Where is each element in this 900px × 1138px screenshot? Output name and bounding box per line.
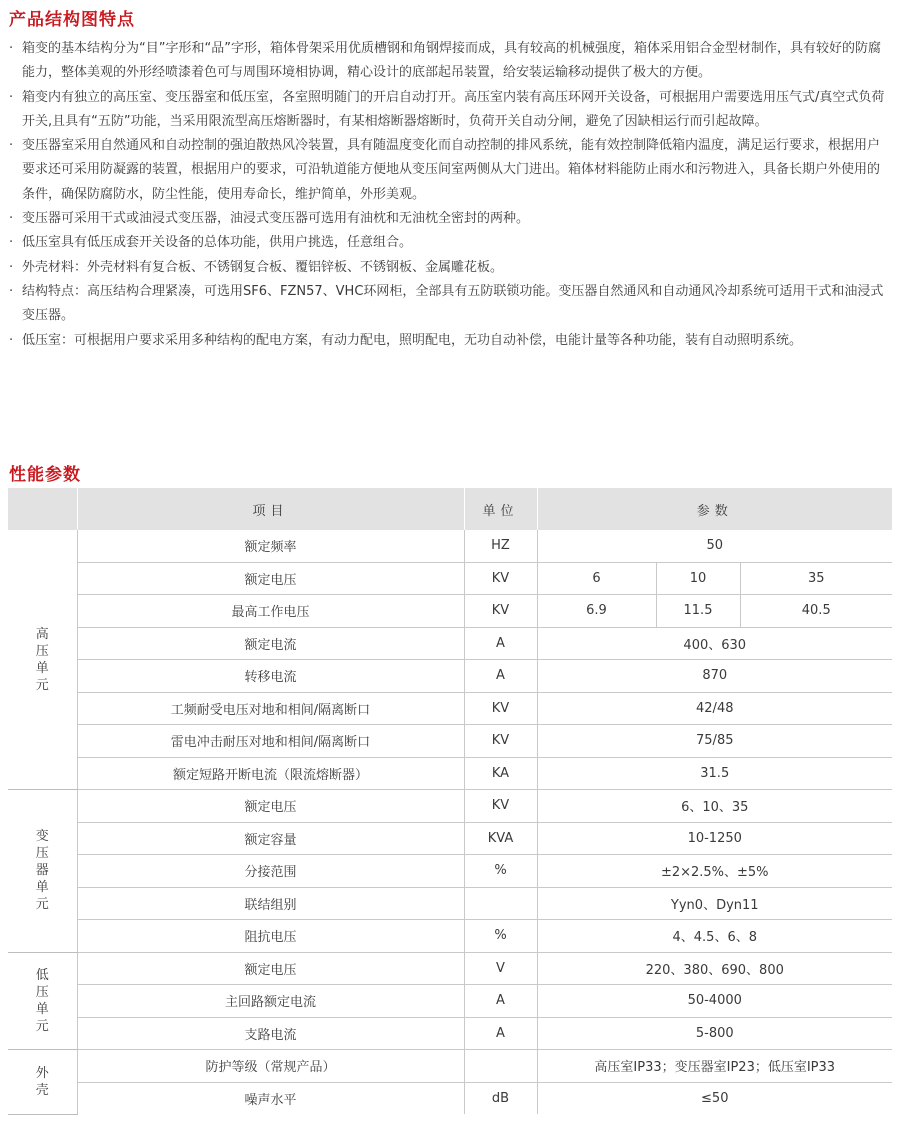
- value-cell: 11.5: [656, 595, 740, 628]
- item-cell: 防护等级（常规产品）: [77, 1050, 464, 1083]
- feature-item: · 外壳材料：外壳材料有复合板、不锈钢复合板、覆铝锌板、不锈钢板、金属雕花板。: [8, 256, 892, 280]
- value-cell: 5-800: [537, 1017, 892, 1050]
- unit-cell: HZ: [464, 530, 537, 562]
- item-cell: 额定电压: [77, 562, 464, 595]
- table-row: [8, 790, 892, 823]
- unit-cell: A: [464, 985, 537, 1018]
- value-cell: 40.5: [740, 595, 892, 628]
- table-row: [8, 595, 892, 628]
- item-cell: 额定短路开断电流（限流熔断器）: [77, 757, 464, 790]
- item-cell: 最高工作电压: [77, 595, 464, 628]
- header-group: [8, 488, 77, 530]
- unit-cell: %: [464, 855, 537, 888]
- value-cell: 6: [537, 562, 656, 595]
- value-cell: 870: [537, 660, 892, 693]
- value-cell: 42/48: [537, 692, 892, 725]
- table-row: [8, 822, 892, 855]
- table-row: [8, 692, 892, 725]
- unit-cell: KVA: [464, 822, 537, 855]
- group-label-text: 高压单元: [35, 626, 49, 693]
- value-cell: 6、10、35: [537, 790, 892, 823]
- features-heading: 产品结构图特点: [9, 10, 135, 30]
- value-cell: 35: [740, 562, 892, 595]
- item-cell: 阻抗电压: [77, 920, 464, 953]
- value-cell: ≤50: [537, 1082, 892, 1114]
- feature-item: · 箱变的基本结构分为“目”字形和“品”字形，箱体骨架采用优质槽钢和角钢焊接而成，具有较高的机械强度，箱体采用铝合金型材制作，具有较好的防腐能力，整体美观的外形经喷漆着色可与周围环境相协调，精心设计的底部起吊装置，给安装运输移动提供了极大的方便。: [8, 37, 892, 86]
- unit-cell: [464, 1050, 537, 1083]
- item-cell: 额定电压: [77, 790, 464, 823]
- item-cell: 分接范围: [77, 855, 464, 888]
- table-row: [8, 627, 892, 660]
- unit-cell: V: [464, 952, 537, 985]
- feature-item: · 变压器室采用自然通风和自动控制的强迫散热风冷装置，具有随温度变化而自动控制的排风系统，能有效控制降低箱内温度，满足运行要求，根据用户要求还可采用防凝露的装置，根据用户的要求，可沿轨道能方便地从变压间室两侧从大门进出。箱体材料能防止雨水和污物进入，具备长期户外使用的条件，确保防腐防水，防尘性能，使用寿命长，维护简单，外形美观。: [8, 134, 892, 207]
- value-cell: 10-1250: [537, 822, 892, 855]
- item-cell: 主回路额定电流: [77, 985, 464, 1018]
- value-cell: ±2×2.5%、±5%: [537, 855, 892, 888]
- feature-item: · 箱变内有独立的高压室、变压器室和低压室，各室照明随门的开启自动打开。高压室内装有高压环网开关设备，可根据用户需要选用压气式/真空式负荷开关,且具有“五防”功能，当采用限流型高压熔断器时，有某相熔断器熔断时，负荷开关自动分闸，避免了因缺相运行而引起故障。: [8, 86, 892, 135]
- feature-item: · 结构特点：高压结构合理紧凑，可选用SF6、FZN57、VHC环网柜，全部具有五防联锁功能。变压器自然通风和自动通风冷却系统可适用干式和油浸式变压器。: [8, 280, 892, 329]
- feature-item: · 变压器可采用干式或油浸式变压器，油浸式变压器可选用有油枕和无油枕全密封的两种。: [8, 207, 892, 231]
- value-cell: 400、630: [537, 627, 892, 660]
- group-label: [8, 952, 77, 1050]
- unit-cell: KV: [464, 562, 537, 595]
- params-heading: 性能参数: [9, 465, 81, 485]
- value-cell: 220、380、690、800: [537, 952, 892, 985]
- group-label: [8, 790, 77, 953]
- table-row: [8, 855, 892, 888]
- table-row: [8, 562, 892, 595]
- group-label-text: 变压器单元: [35, 829, 49, 913]
- value-cell: 4、4.5、6、8: [537, 920, 892, 953]
- value-cell: 31.5: [537, 757, 892, 790]
- table-row: [8, 887, 892, 920]
- item-cell: 额定频率: [77, 530, 464, 562]
- feature-item: · 低压室：可根据用户要求采用多种结构的配电方案，有动力配电，照明配电，无功自动补偿，电能计量等各种功能，装有自动照明系统。: [8, 329, 892, 353]
- header-item: 项目: [77, 488, 464, 530]
- unit-cell: KV: [464, 790, 537, 823]
- table-header-row: [8, 488, 892, 530]
- features-list: [8, 37, 892, 353]
- item-cell: 雷电冲击耐压对地和相间/隔离断口: [77, 725, 464, 758]
- unit-cell: KV: [464, 692, 537, 725]
- item-cell: 额定电压: [77, 952, 464, 985]
- group-label-text: 外壳: [35, 1065, 49, 1098]
- table-row: [8, 952, 892, 985]
- table-row: [8, 660, 892, 693]
- table-row: [8, 1050, 892, 1083]
- table-row: [8, 920, 892, 953]
- feature-item: · 低压室具有低压成套开关设备的总体功能，供用户挑选，任意组合。: [8, 231, 892, 255]
- header-unit: 单位: [464, 488, 537, 530]
- group-label: [8, 1050, 77, 1115]
- value-cell: 高压室IP33；变压器室IP23；低压室IP33: [537, 1050, 892, 1083]
- unit-cell: [464, 887, 537, 920]
- unit-cell: A: [464, 660, 537, 693]
- unit-cell: KA: [464, 757, 537, 790]
- item-cell: 支路电流: [77, 1017, 464, 1050]
- header-param: 参数: [537, 488, 892, 530]
- value-cell: 75/85: [537, 725, 892, 758]
- table-row: [8, 1082, 892, 1114]
- value-cell: 10: [656, 562, 740, 595]
- group-label: [8, 530, 77, 790]
- value-cell: 6.9: [537, 595, 656, 628]
- unit-cell: A: [464, 1017, 537, 1050]
- item-cell: 噪声水平: [77, 1082, 464, 1114]
- table-row: [8, 1017, 892, 1050]
- table-row: [8, 757, 892, 790]
- value-cell: Yyn0、Dyn11: [537, 887, 892, 920]
- spec-table: [8, 488, 892, 1115]
- value-cell: 50-4000: [537, 985, 892, 1018]
- value-cell: 50: [537, 530, 892, 562]
- unit-cell: dB: [464, 1082, 537, 1114]
- table-row: [8, 985, 892, 1018]
- unit-cell: KV: [464, 595, 537, 628]
- unit-cell: A: [464, 627, 537, 660]
- table-row: [8, 530, 892, 562]
- item-cell: 额定容量: [77, 822, 464, 855]
- group-label-text: 低压单元: [35, 967, 49, 1034]
- unit-cell: KV: [464, 725, 537, 758]
- item-cell: 额定电流: [77, 627, 464, 660]
- item-cell: 工频耐受电压对地和相间/隔离断口: [77, 692, 464, 725]
- table-row: [8, 725, 892, 758]
- item-cell: 联结组别: [77, 887, 464, 920]
- unit-cell: %: [464, 920, 537, 953]
- item-cell: 转移电流: [77, 660, 464, 693]
